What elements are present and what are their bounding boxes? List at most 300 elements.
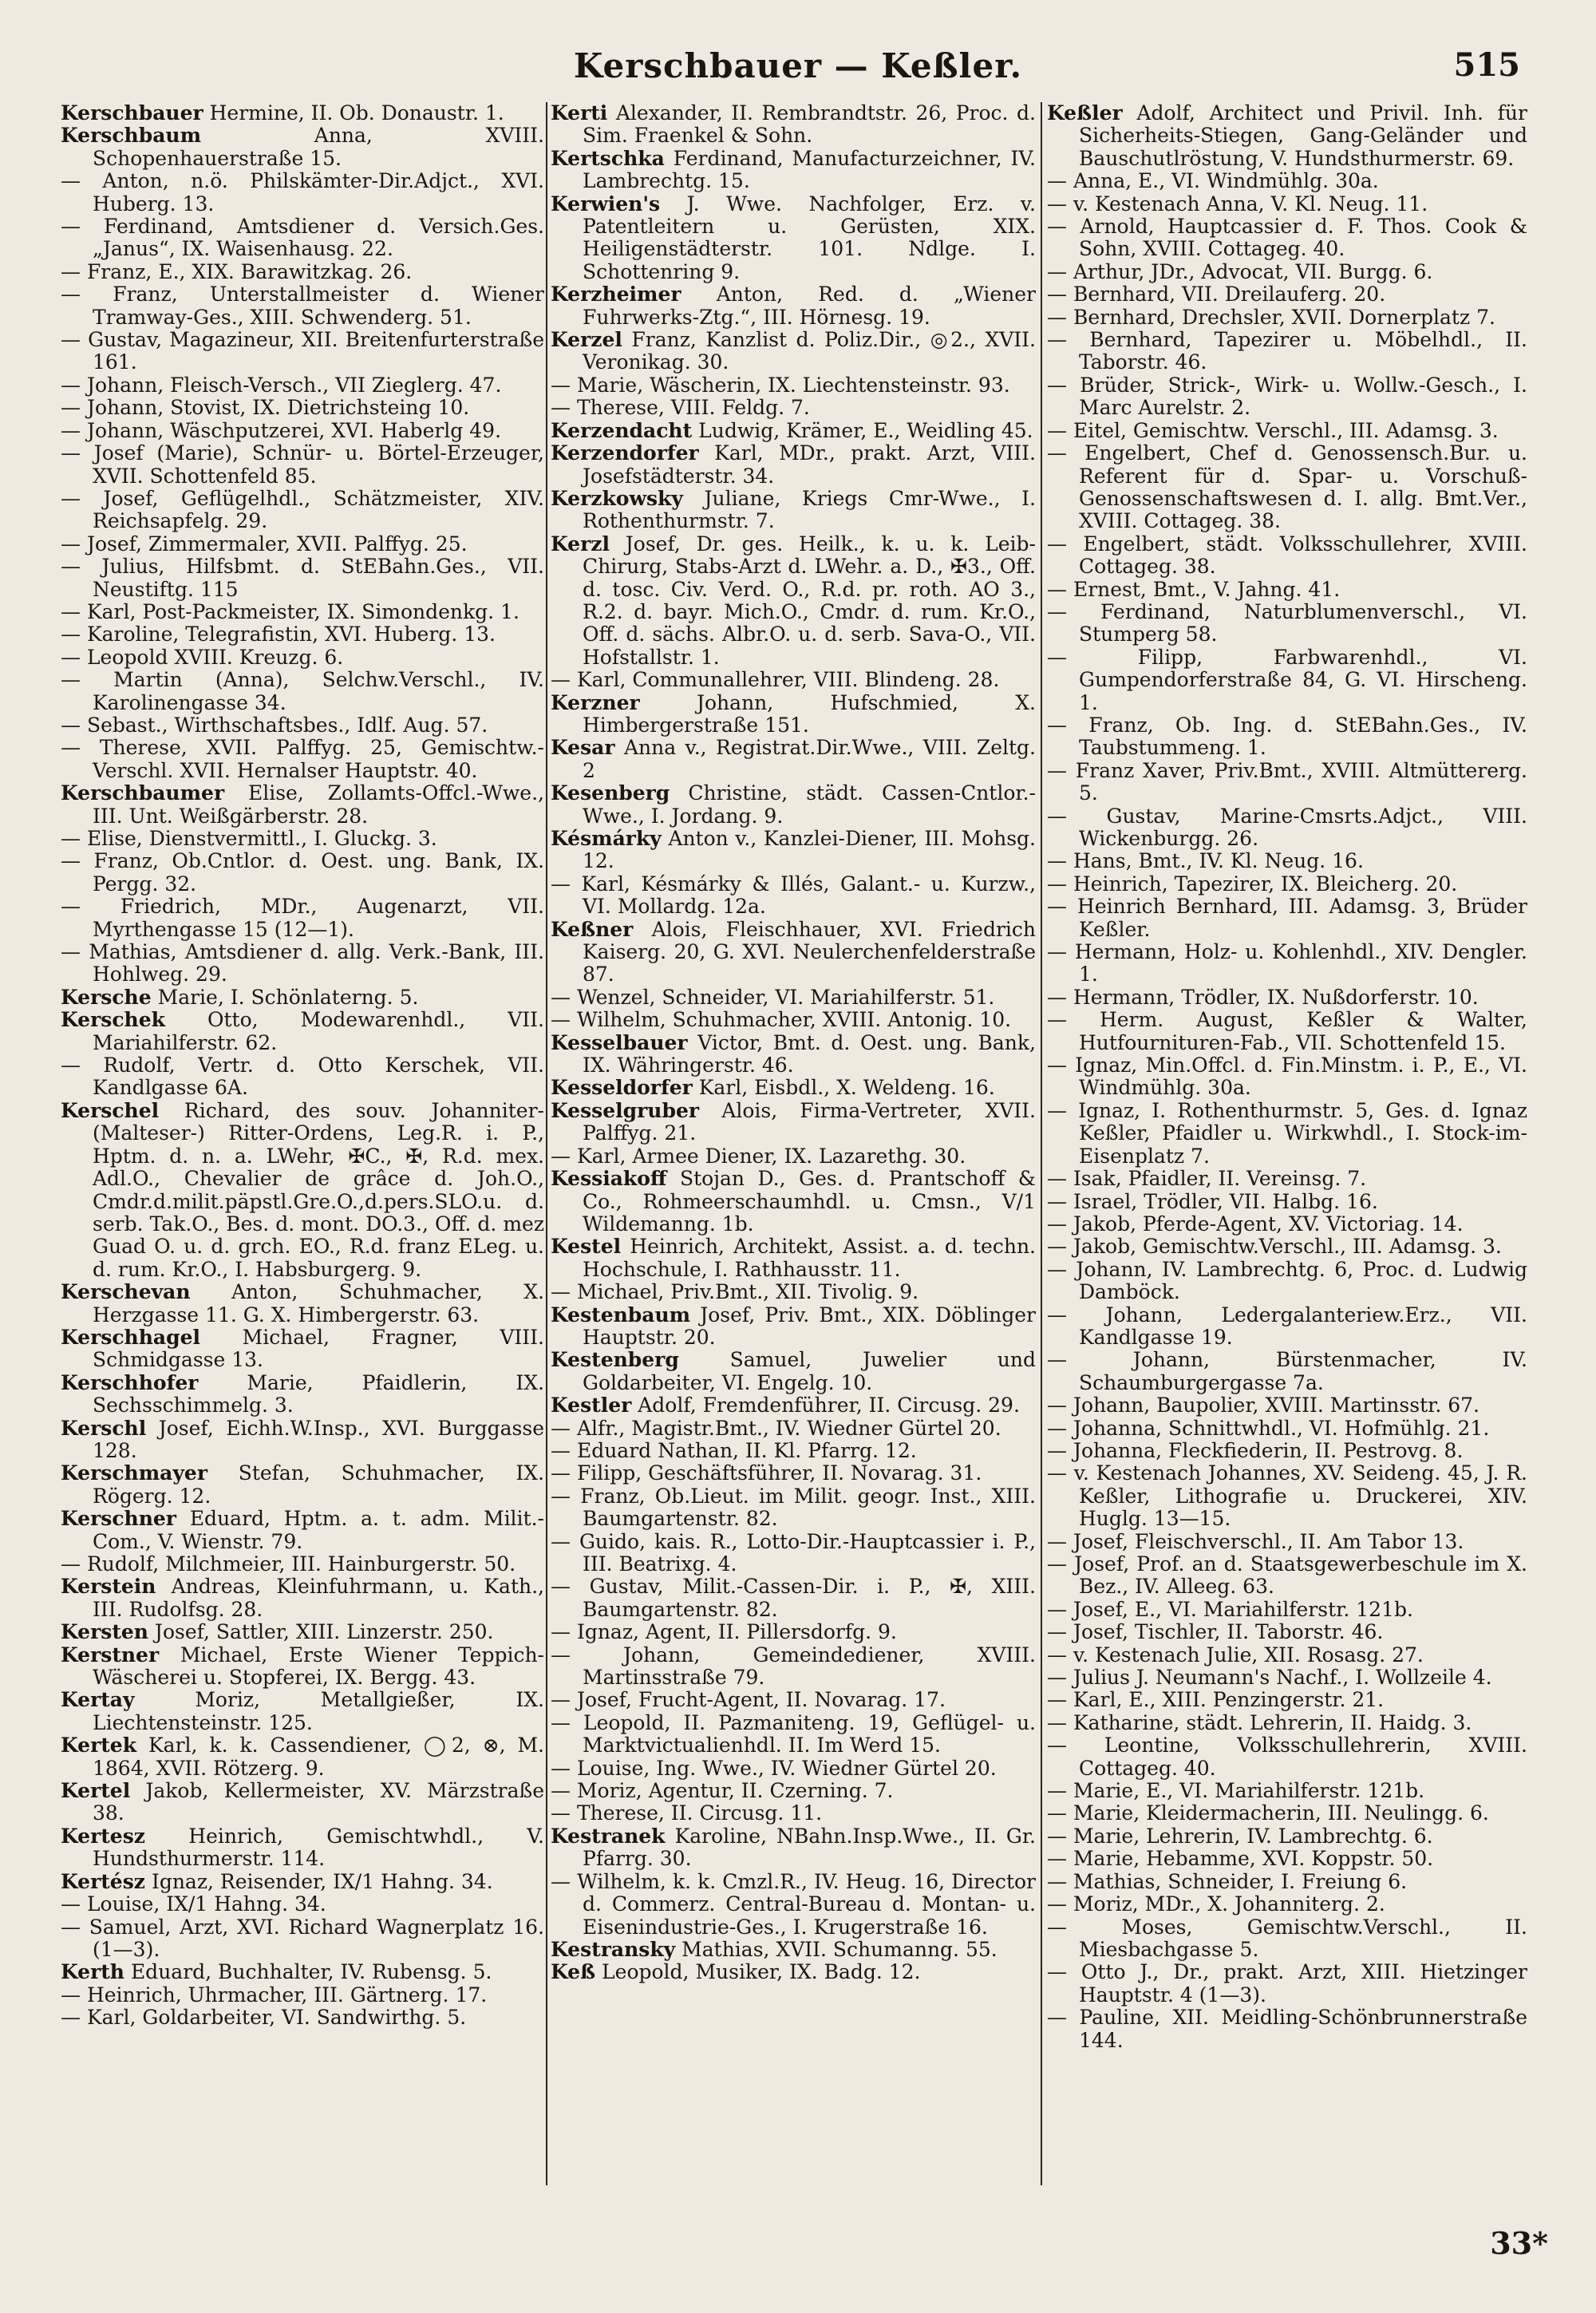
directory-entry (551, 329, 1036, 374)
directory-entry (551, 1462, 1036, 1485)
entry-details: Ferdinand, Manufacturzeichner, IV. Lambrechtg. 15. (583, 146, 1036, 193)
directory-entry (551, 1939, 1036, 1961)
directory-entry (61, 1508, 544, 1553)
directory-entry (1047, 714, 1527, 760)
directory-entry (61, 2007, 544, 2029)
entry-details: Adolf, Architect und Privil. Inh. für Sicherheits-Stiegen, Gang-Geländer und Bauschutlröstung, V. Hundsthurmerstr. 69. (1079, 102, 1527, 170)
directory-entry (551, 1485, 1036, 1531)
entry-surname: Kerti (551, 102, 608, 125)
directory-entry (551, 782, 1036, 828)
entry-details: — Therese, II. Circusg. 11. (551, 1801, 823, 1825)
entry-details: — Hermann, Trödler, IX. Nußdorferstr. 10. (1047, 985, 1479, 1009)
directory-entry (1047, 442, 1527, 533)
entry-details: — Josef, Frucht-Agent, II. Novarag. 17. (551, 1688, 946, 1712)
entry-details: — Brüder, Strick-, Wirk- u. Wollw.-Gesch., I. Marc Aurelstr. 2. (1047, 373, 1527, 420)
directory-entry (1047, 1871, 1527, 1893)
entry-surname: Kerwien's (551, 192, 661, 215)
directory-entry (61, 1281, 544, 1327)
directory-entry (1047, 1644, 1527, 1667)
entry-details: — Franz, Ob.Cntlor. d. Oest. ung. Bank, IX. Pergg. 32. (61, 849, 544, 896)
directory-entry (551, 1871, 1036, 1939)
directory-entry (1047, 1531, 1527, 1553)
entry-surname: Kerzel (551, 328, 622, 352)
entry-details: — Karl, E., XIII. Penzingerstr. 21. (1047, 1688, 1385, 1712)
directory-entry (61, 1734, 544, 1780)
entry-details: — v. Kestenach Anna, V. Kl. Neug. 11. (1047, 192, 1428, 215)
entry-surname: Kesselbauer (551, 1030, 688, 1054)
entry-surname: Kestranek (551, 1824, 666, 1848)
entry-details: — Moriz, MDr., X. Johanniterg. 2. (1047, 1892, 1385, 1916)
entry-surname: Kerschhofer (61, 1370, 199, 1394)
entry-details: — Josef (Marie), Schnür- u. Börtel-Erzeuger, XVII. Schottenfeld 85. (61, 441, 544, 488)
directory-entry (61, 102, 544, 125)
entry-details: Marie, Pfaidlerin, IX. Sechsschimmelg. 3. (93, 1370, 544, 1417)
entry-details: — Arthur, JDr., Advocat, VII. Burgg. 6. (1047, 259, 1433, 283)
directory-entry (61, 442, 544, 488)
directory-entry (61, 1576, 544, 1621)
entry-details: Victor, Bmt. d. Oest. ung. Bank, IX. Währingerstr. 46. (583, 1030, 1036, 1077)
entry-surname: Kestel (551, 1235, 622, 1259)
entry-details: — Josef, Tischler, II. Taborstr. 46. (1047, 1620, 1384, 1644)
directory-entry (1047, 941, 1527, 986)
entry-surname: Keßner (551, 917, 634, 941)
entry-details: — Ignaz, Agent, II. Pillersdorfg. 9. (551, 1620, 897, 1644)
directory-entry (61, 170, 544, 215)
entry-details: — Arnold, Hauptcassier d. F. Thos. Cook & Sohn, XVIII. Cottageg. 40. (1047, 215, 1527, 261)
entry-details: Anna v., Registrat.Dir.Wwe., VIII. Zeltg. 2 (583, 736, 1036, 782)
directory-entry (551, 692, 1036, 737)
running-title: Kerschbauer — Keßler. (573, 46, 1023, 85)
directory-entry (61, 397, 544, 419)
entry-surname: Kerschbaum (61, 124, 202, 148)
directory-entry (61, 556, 544, 601)
entry-details: — Ferdinand, Naturblumenverschl., VI. Stumperg 58. (1047, 599, 1527, 646)
entry-details: Heinrich, Gemischtwhdl., V. Hundsthurmerstr. 114. (93, 1824, 544, 1871)
directory-entry (551, 1349, 1036, 1394)
entry-details: Juliane, Kriegs Cmr-Wwe., I. Rothenthurmstr. 7. (583, 486, 1036, 533)
directory-entry (551, 1077, 1036, 1099)
entry-details: Karl, Eisbdl., X. Weldeng. 16. (698, 1076, 995, 1100)
directory-entry (61, 1893, 544, 1916)
directory-entry (1047, 579, 1527, 601)
directory-entry (61, 941, 544, 986)
entry-surname: Kerschl (61, 1416, 147, 1440)
directory-entry (1047, 306, 1527, 329)
entry-details: — Karl, Armee Diener, IX. Lazarethg. 30. (551, 1144, 966, 1168)
entry-surname: Kerstner (61, 1643, 160, 1667)
directory-entry (551, 669, 1036, 691)
directory-entry (1047, 2007, 1527, 2052)
entry-surname: Kerzheimer (551, 283, 681, 306)
entry-details: — Leopold, II. Pazmaniteng. 19, Geflügel- u. Marktvictualienhdl. II. Im Werd 15. (551, 1710, 1036, 1757)
entry-details: Josef, Eichh.W.Insp., XVI. Burggasse 128. (93, 1416, 544, 1462)
entry-details: — Wilhelm, k. k. Cmzl.R., IV. Heug. 16, Director d. Commerz. Central-Bureau d. Montan- u. Eisenindustrie-Ges., I. Krugerstraße 16. (551, 1869, 1036, 1939)
entry-details: — Bernhard, Tapezirer u. Möbelhdl., II. Taborstr. 46. (1047, 328, 1527, 374)
directory-entry (1047, 1100, 1527, 1168)
directory-entry (1047, 1734, 1527, 1780)
entry-details: Richard, des souv. Johanniter-(Malteser-) Ritter-Ordens, Leg.R. i. P., Hptm. d. n. a. LWehr, ✠C., ✠, R.d. mex. Adl.O., Chevalier de grâce d. Joh.O., Cmdr.d.milit.päpstl.Gre.O.,d.pers.SLO.u. d. serb. Tak.O., Bes. d. mont. DO.3., Off. d. mez Guad O. u. d. grch. EO., R.d. franz ELeg. u. d. rum. Kr.O., I. Habsburgerg. 9. (93, 1098, 544, 1281)
directory-entry (551, 737, 1036, 782)
directory-entry (551, 1100, 1036, 1145)
entry-details: — Josef, Geflügelhdl., Schätzmeister, XIV. Reichsapfelg. 29. (61, 486, 544, 533)
directory-entry (1047, 760, 1527, 805)
directory-entry (551, 919, 1036, 986)
entry-details: — Karl, Késmárky & Illés, Galant.- u. Kurzw., VI. Mollardg. 12a. (551, 872, 1036, 919)
entry-surname: Kestransky (551, 1937, 676, 1961)
entry-details: Josef, Sattler, XIII. Linzerstr. 250. (154, 1620, 494, 1644)
entry-surname: Kerzner (551, 690, 640, 714)
directory-entry (61, 1825, 544, 1871)
entry-details: Ludwig, Krämer, E., Weidling 45. (698, 418, 1033, 442)
directory-entry (61, 1553, 544, 1576)
entry-details: — Israel, Trödler, VII. Halbg. 16. (1047, 1189, 1378, 1213)
entry-details: Elise, Zollamts-Offcl.-Wwe., III. Unt. Weißgärberstr. 28. (93, 781, 544, 828)
directory-entry (61, 646, 544, 669)
entry-details: — Johann, Baupolier, XVIII. Martinsstr. 67. (1047, 1394, 1479, 1417)
entry-surname: Kerschbaumer (61, 781, 225, 805)
directory-entry (1047, 329, 1527, 374)
directory-entry (1047, 1213, 1527, 1236)
entry-surname: Kerschhagel (61, 1325, 200, 1349)
entry-details: Alexander, II. Rembrandtstr. 26, Proc. d. Sim. Fraenkel & Sohn. (583, 102, 1036, 148)
entry-details: Anton v., Kanzlei-Diener, III. Mohsg. 12. (583, 827, 1036, 873)
directory-entry (551, 1168, 1036, 1236)
entry-details: — Jakob, Gemischtw.Verschl., III. Adamsg. 3. (1047, 1235, 1502, 1259)
entry-details: — Rudolf, Vertr. d. Otto Kerschek, VII. Kandlgasse 6A. (61, 1054, 544, 1100)
entry-details: — Ignaz, I. Rothenthurmstr. 5, Ges. d. Ignaz Keßler, Pfaidler u. Wirkwhdl., I. Stock-im-Eisenplatz 7. (1047, 1098, 1527, 1168)
directory-entry (551, 1531, 1036, 1576)
entry-details: — Wenzel, Schneider, VI. Mariahilferstr. 51. (551, 985, 995, 1009)
entry-details: — Josef, E., VI. Mariahilferstr. 121b. (1047, 1597, 1413, 1621)
directory-entry (61, 896, 544, 941)
entry-details: — Filipp, Geschäftsführer, II. Novarag. 31. (551, 1461, 982, 1485)
entry-details: — Therese, VIII. Feldg. 7. (551, 396, 810, 420)
directory-entry (61, 986, 544, 1009)
entry-details: — Johann, Ledergalanteriew.Erz., VII. Kandlgasse 19. (1047, 1303, 1527, 1349)
entry-surname: Kesenberg (551, 781, 670, 805)
entry-details: — Alfr., Magistr.Bmt., IV. Wiedner Gürtel 20. (551, 1416, 1001, 1440)
directory-entry (551, 283, 1036, 329)
directory-entry (1047, 1848, 1527, 1870)
directory-entry (1047, 1553, 1527, 1599)
entry-surname: Kesselgruber (551, 1098, 700, 1122)
directory-entry (551, 397, 1036, 419)
directory-entry (61, 623, 544, 646)
directory-entry (1047, 1802, 1527, 1825)
entry-details: Otto, Modewarenhdl., VII. Mariahilferstr. 62. (93, 1008, 544, 1054)
column-1 (61, 102, 544, 2185)
entry-details: — Gustav, Marine-Cmsrts.Adjct., VIII. Wickenburgg. 26. (1047, 804, 1527, 850)
directory-entry (61, 1621, 544, 1643)
directory-entry (551, 1961, 1036, 1983)
entry-surname: Kerstein (61, 1575, 156, 1599)
entry-surname: Kertesz (61, 1824, 145, 1848)
entry-details: — Eitel, Gemischtw. Verschl., III. Adamsg. 3. (1047, 418, 1499, 442)
entry-details: — Johann, Wäschputzerei, XVI. Haberlg 49. (61, 418, 502, 442)
directory-entry (551, 420, 1036, 442)
directory-entry (1047, 102, 1527, 170)
directory-entry (61, 374, 544, 397)
directory-entry (1047, 805, 1527, 851)
entry-details: Karl, k. k. Cassendiener, ◯2, ⊗, M. 1864, XVII. Rötzerg. 9. (93, 1734, 544, 1780)
directory-entry (551, 986, 1036, 1009)
entry-details: — Josef, Zimmermaler, XVII. Palffyg. 25. (61, 532, 468, 556)
entry-details: — Johanna, Schnittwhdl., VI. Hofmühlg. 21. (1047, 1416, 1490, 1440)
entry-details: — Otto J., Dr., prakt. Arzt, XIII. Hietzinger Hauptstr. 4 (1—3). (1047, 1960, 1527, 2007)
directory-entry (1047, 1236, 1527, 1258)
directory-entry (1047, 1394, 1527, 1417)
directory-entry (551, 1304, 1036, 1350)
directory-entry (551, 1689, 1036, 1711)
directory-entry (61, 1327, 544, 1372)
directory-entry (551, 102, 1036, 148)
entry-details: Johann, Hufschmied, X. Himbergerstraße 151. (583, 690, 1036, 737)
entry-details: Anton, Red. d. „Wiener Fuhrwerks-Ztg.“, III. Hörnesg. 19. (583, 283, 1036, 329)
directory-entry (61, 215, 544, 261)
entry-details: — Karl, Post-Packmeister, IX. Simondenkg. 1. (61, 599, 519, 623)
directory-entry (551, 1757, 1036, 1780)
directory-entry (551, 1644, 1036, 1690)
entry-details: — Wilhelm, Schuhmacher, XVIII. Antonig. 10. (551, 1008, 1012, 1032)
directory-entry (61, 782, 544, 828)
entry-details: J. Wwe. Nachfolger, Erz. v. Patentleitern u. Gerüsten, XIX. Heiligenstädterstr. 101. Ndlge. I. Schottenring 9. (583, 192, 1036, 283)
entry-surname: Késmárky (551, 827, 662, 850)
directory-entry (1047, 986, 1527, 1009)
entry-surname: Kersche (61, 985, 152, 1009)
directory-entry (61, 1100, 544, 1281)
directory-entry (61, 261, 544, 283)
entry-surname: Kerschmayer (61, 1461, 207, 1485)
directory-entry (1047, 896, 1527, 941)
directory-entry (551, 148, 1036, 193)
entry-surname: Kertel (61, 1779, 131, 1803)
entry-details: — Johann, Bürstenmacher, IV. Schaumburgergasse 7a. (1047, 1348, 1527, 1394)
entry-details: Alois, Firma-Vertreter, XVII. Palffyg. 21. (583, 1098, 1036, 1145)
entry-details: — Katharine, städt. Lehrerin, II. Haidg. 3. (1047, 1710, 1472, 1734)
entry-surname: Kertay (61, 1688, 135, 1712)
directory-entry (551, 1281, 1036, 1303)
entry-details: Alois, Fleischhauer, XVI. Friedrich Kaiserg. 20, G. XVI. Neulerchenfelderstraße 87. (583, 917, 1036, 986)
entry-details: Franz, Kanzlist d. Poliz.Dir., ◎2., XVII. Veronikag. 30. (583, 328, 1036, 374)
directory-entry (61, 533, 544, 556)
column-3 (1047, 102, 1527, 2185)
entry-details: — Heinrich, Uhrmacher, III. Gärtnerg. 17. (61, 1983, 488, 2007)
entry-details: — Johanna, Fleckfiederin, II. Pestrovg. 8. (1047, 1438, 1464, 1462)
entry-details: — Karl, Goldarbeiter, VI. Sandwirthg. 5. (61, 2006, 467, 2030)
entry-details: Stefan, Schuhmacher, IX. Rögerg. 12. (93, 1461, 544, 1508)
directory-entry (61, 1916, 544, 1962)
entry-details: — Marie, Hebamme, XVI. Koppstr. 50. (1047, 1847, 1434, 1871)
directory-entry (1047, 1349, 1527, 1394)
page-number: 515 (1453, 46, 1520, 84)
entry-details: — Hans, Bmt., IV. Kl. Neug. 16. (1047, 849, 1364, 873)
entry-details: Marie, I. Schönlaterng. 5. (157, 985, 419, 1009)
entry-details: Leopold, Musiker, IX. Badg. 12. (602, 1960, 921, 1984)
entry-details: — Franz, Ob. Ing. d. StEBahn.Ges., IV. Taubstummeng. 1. (1047, 713, 1527, 760)
entry-details: — Therese, XVII. Palffyg. 25, Gemischtw.-Verschl. XVII. Hernalser Hauptstr. 40. (61, 736, 544, 782)
directory-entry (61, 1871, 544, 1893)
directory-entry (61, 1462, 544, 1508)
column-2 (551, 102, 1036, 2185)
entry-details: — Ernest, Bmt., V. Jahng. 41. (1047, 577, 1341, 601)
entry-surname: Kersten (61, 1620, 148, 1644)
entry-details: — Samuel, Arzt, XVI. Richard Wagnerplatz 16. (1—3). (61, 1915, 544, 1961)
entry-details: Adolf, Fremdenführer, II. Circusg. 29. (638, 1394, 1020, 1417)
entry-surname: Kertész (61, 1869, 145, 1893)
entry-details: — Ferdinand, Amtsdiener d. Versich.Ges. „Janus“, IX. Waisenhausg. 22. (61, 215, 544, 261)
entry-surname: Kerzendacht (551, 418, 693, 442)
entry-details: — Friedrich, MDr., Augenarzt, VII. Myrthengasse 15 (12—1). (61, 895, 544, 941)
entry-details: — Johann, Gemeindediener, XVIII. Martinsstraße 79. (551, 1643, 1036, 1690)
entry-details: Moriz, Metallgießer, IX. Liechtensteinstr. 125. (93, 1688, 544, 1734)
directory-entry (1047, 1417, 1527, 1440)
entry-details: — Josef, Fleischverschl., II. Am Tabor 13. (1047, 1529, 1464, 1553)
directory-entry (1047, 1825, 1527, 1848)
entry-details: — Mathias, Amtsdiener d. allg. Verk.-Bank, III. Hohlweg. 29. (61, 940, 544, 986)
directory-entry (1047, 1599, 1527, 1621)
entry-surname: Kestenberg (551, 1348, 679, 1372)
directory-entry (1047, 1054, 1527, 1100)
entry-details: — Franz, Unterstallmeister d. Wiener Tramway-Ges., XIII. Schwenderg. 51. (61, 283, 544, 329)
directory-entry (61, 737, 544, 782)
directory-entry (61, 1984, 544, 2007)
entry-details: — Moses, Gemischtw.Verschl., II. Miesbachgasse 5. (1047, 1915, 1527, 1961)
entry-details: — Gustav, Magazineur, XII. Breitenfurterstraße 161. (61, 328, 544, 374)
directory-entry (1047, 873, 1527, 896)
entry-details: — Filipp, Farbwarenhdl., VI. Gumpendorferstraße 84, G. VI. Hirscheng. 1. (1047, 645, 1527, 714)
entry-details: Andreas, Kleinfuhrmann, u. Kath., III. Rudolfsg. 28. (93, 1575, 544, 1621)
entry-surname: Kerzendorfer (551, 441, 699, 465)
directory-entry (61, 1054, 544, 1100)
directory-entry (61, 669, 544, 714)
directory-entry (1047, 601, 1527, 646)
directory-entry (1047, 283, 1527, 306)
entry-details: Heinrich, Architekt, Assist. a. d. techn. Hochschule, I. Rathhausstr. 11. (583, 1235, 1036, 1281)
directory-entry (61, 1689, 544, 1734)
entry-details: — Michael, Priv.Bmt., XII. Tivolig. 9. (551, 1280, 919, 1304)
entry-details: — Engelbert, städt. Volksschullehrer, XVIII. Cottageg. 38. (1047, 532, 1527, 579)
directory-entry (1047, 646, 1527, 714)
directory-entry (551, 1009, 1036, 1031)
directory-entry (551, 1440, 1036, 1462)
directory-entry (1047, 1621, 1527, 1643)
entry-details: — Engelbert, Chef d. Genossensch.Bur. u. Referent für d. Spar- u. Vorschuß-Genossenschaftswesen d. I. allg. Bmt.Ver., XVIII. Cottageg. 38. (1047, 441, 1527, 533)
entry-details: Eduard, Buchhalter, IV. Rubensg. 5. (130, 1960, 492, 1984)
directory-entry (551, 1825, 1036, 1871)
entry-surname: Kertschka (551, 146, 665, 170)
entry-details: — Julius J. Neumann's Nachf., I. Wollzeile 4. (1047, 1666, 1492, 1690)
entry-surname: Kesseldorfer (551, 1076, 693, 1100)
entry-surname: Kerschevan (61, 1280, 191, 1304)
directory-entry (551, 374, 1036, 397)
entry-details: — Rudolf, Milchmeier, III. Hainburgerstr. 50. (61, 1552, 516, 1576)
directory-entry (551, 1236, 1036, 1281)
entry-surname: Kerzkowsky (551, 486, 683, 510)
entry-details: — Isak, Pfaidler, II. Vereinsg. 7. (1047, 1167, 1367, 1191)
entry-details: — Johann, IV. Lambrechtg. 6, Proc. d. Ludwig Damböck. (1047, 1257, 1527, 1304)
entry-surname: Kesar (551, 736, 615, 760)
directory-entry (551, 533, 1036, 669)
directory-entry (61, 125, 544, 170)
entry-details: — Bernhard, Drechsler, XVII. Dornerplatz 7. (1047, 305, 1495, 329)
entry-details: Josef, Priv. Bmt., XIX. Döblinger Hauptstr. 20. (583, 1303, 1036, 1349)
directory-entry (61, 1780, 544, 1825)
directory-entry (1047, 1712, 1527, 1734)
entry-details: — Louise, IX/1 Hahng. 34. (61, 1892, 326, 1916)
entry-details: — Johann, Stovist, IX. Dietrichsteing 10. (61, 396, 470, 420)
entry-details: — Bernhard, VII. Dreilauferg. 20. (1047, 283, 1386, 306)
directory-entry (1047, 1667, 1527, 1689)
directory-entry (1047, 1961, 1527, 2007)
directory-entry (61, 850, 544, 896)
directory-entry (61, 488, 544, 533)
entry-details: — Leontine, Volksschullehrerin, XVIII. Cottageg. 40. (1047, 1734, 1527, 1780)
entry-details: — Pauline, XII. Meidling-Schönbrunnerstraße 144. (1047, 2006, 1527, 2052)
directory-entry (61, 1372, 544, 1417)
entry-details: — Ignaz, Min.Offcl. d. Fin.Minstm. i. P., E., VI. Windmühlg. 30a. (1047, 1054, 1527, 1100)
entry-details: Michael, Fragner, VIII. Schmidgasse 13. (93, 1325, 544, 1372)
entry-details: — Josef, Prof. an d. Staatsgewerbeschule im X. Bez., IV. Alleeg. 63. (1047, 1552, 1527, 1599)
entry-surname: Kerschel (61, 1098, 160, 1122)
entry-details: — Louise, Ing. Wwe., IV. Wiedner Gürtel 20. (551, 1756, 997, 1780)
entry-details: Josef, Dr. ges. Heilk., k. u. k. Leib-Chirurg, Stabs-Arzt d. LWehr. a. D., ✠3., Off. d. tosc. Civ. Verd. O., R.d. pr. roth. AO 3., R.2. d. bayr. Mich.O., Cmdr. d. rum. Kr.O., Off. d. sächs. Albr.O. u. d. serb. Sava-O., VII. Hofstallstr. 1. (583, 532, 1036, 669)
entry-details: — Mathias, Schneider, I. Freiung 6. (1047, 1869, 1408, 1893)
directory-entry (551, 442, 1036, 488)
entry-details: — Marie, E., VI. Mariahilferstr. 121b. (1047, 1779, 1425, 1803)
entry-details: — Martin (Anna), Selchw.Verschl., IV. Karolinengasse 34. (61, 668, 544, 714)
entry-details: Karoline, NBahn.Insp.Wwe., II. Gr. Pfarrg. 30. (583, 1824, 1036, 1871)
column-divider (546, 102, 547, 2185)
entry-details: — Julius, Hilfsbmt. d. StEBahn.Ges., VII. Neustiftg. 115 (61, 555, 544, 601)
directory-entry (1047, 193, 1527, 215)
directory-entry (551, 1394, 1036, 1417)
directory-entry (1047, 1304, 1527, 1350)
entry-details: — Karl, Communallehrer, VIII. Blindeng. 28. (551, 668, 1000, 692)
directory-entry (61, 714, 544, 737)
directory-entry (551, 488, 1036, 533)
directory-entry (61, 1417, 544, 1463)
entry-details: Jakob, Kellermeister, XV. Märzstraße 38. (93, 1779, 544, 1825)
directory-entry (61, 1644, 544, 1690)
directory-entry (1047, 1009, 1527, 1054)
entry-details: — Anna, E., VI. Windmühlg. 30a. (1047, 169, 1379, 193)
entry-details: — Jakob, Pferde-Agent, XV. Victoriag. 14. (1047, 1212, 1464, 1236)
entry-surname: Keßler (1047, 102, 1123, 125)
entry-details: — Franz, Ob.Lieut. im Milit. geogr. Inst., XIII. Baumgartenstr. 82. (551, 1484, 1036, 1531)
entry-surname: Kertek (61, 1734, 137, 1757)
entry-details: — Leopold XVIII. Kreuzg. 6. (61, 645, 344, 669)
sheet-signature: 33* (1490, 2225, 1548, 2261)
entry-details: — Hermann, Holz- u. Kohlenhdl., XIV. Dengler. 1. (1047, 940, 1527, 986)
directory-entry (1047, 374, 1527, 420)
entry-details: — Elise, Dienstvermittl., I. Gluckg. 3. (61, 827, 437, 850)
entry-details: — Moriz, Agentur, II. Czerning. 7. (551, 1779, 894, 1803)
directory-entry (1047, 1893, 1527, 1916)
entry-surname: Kessiakoff (551, 1167, 667, 1191)
entry-details: — Sebast., Wirthschaftsbes., Idlf. Aug. 57. (61, 713, 488, 737)
directory-entry (551, 1032, 1036, 1077)
directory-entry (551, 1145, 1036, 1168)
directory-entry (61, 420, 544, 442)
directory-entry (1047, 261, 1527, 283)
entry-details: Ignaz, Reisender, IX/1 Hahng. 34. (151, 1869, 493, 1893)
directory-entry (1047, 170, 1527, 192)
entry-details: — Marie, Lehrerin, IV. Lambrechtg. 6. (1047, 1824, 1433, 1848)
directory-entry (1047, 420, 1527, 442)
entry-details: Stojan D., Ges. d. Prantschoff & Co., Rohmeerschaumhdl. u. Cmsn., V/1 Wildemanng. 1b. (583, 1167, 1036, 1236)
entry-details: Samuel, Juwelier und Goldarbeiter, VI. Engelg. 10. (583, 1348, 1036, 1394)
directory-entry (61, 828, 544, 850)
